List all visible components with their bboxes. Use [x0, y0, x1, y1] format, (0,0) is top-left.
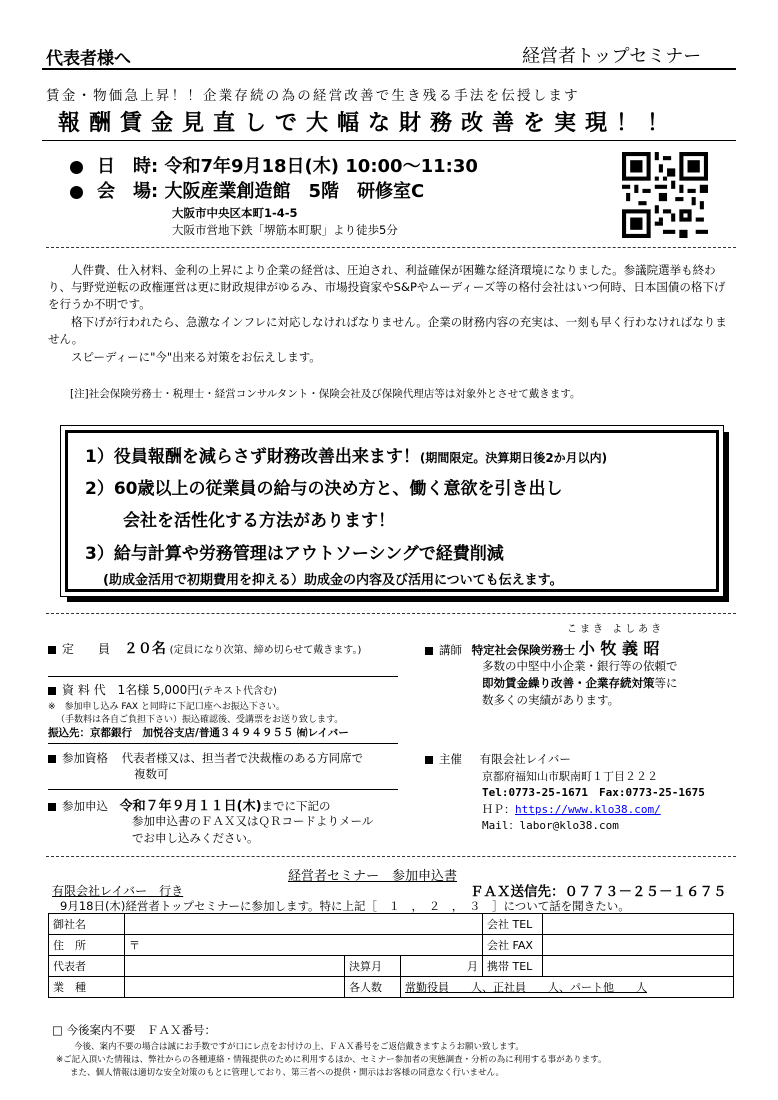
form-to: 有限会社レイバー 行き [52, 884, 184, 898]
fee-memo-1: ※ 参加申し込み FAX と同時に下記口座へお振込下さい。 [48, 702, 285, 712]
event-venue-row [70, 177, 424, 203]
bank-info: 振込先：京都銀行 加悦谷支店/普通３４９４９５５ ㈲レイバー [48, 727, 349, 739]
organizer-name: 有限会社レイバー [479, 752, 571, 766]
intro-paragraph-2: 格下げが行われたら、急激なインフレに対応しなければなりません。企業の財務内容の充実は、一刻も早く行わなければなりません。 [48, 315, 727, 346]
key-points-box [60, 425, 724, 597]
organizer-address: 京都府福知山市駅南町１丁目２２２ [482, 770, 658, 783]
point-1-sub: (期間限定。決算期日後2か月以内) [419, 451, 608, 465]
qualification-value-1: 代表者様又は、担当者で決裁権のある方同席で [121, 751, 364, 765]
section-divider [46, 247, 736, 248]
organizer-hp-row: ＨＰ：https://www.klo38.com/ [482, 803, 661, 816]
headline-rule [42, 140, 736, 141]
fee-label: 資 料 代 [62, 683, 106, 697]
capacity-row [48, 638, 388, 658]
lecturer-desc-2: 即効賃金繰り改善・企業存続対策等に [482, 676, 678, 690]
lecturer-desc-4: 数多くの実績があります。 [482, 693, 620, 707]
date-value: : 令和7年9月18日(木) 10:00～11:30 [151, 156, 478, 177]
intro-paragraph-3: スピーディーに"今"出来る対策をお伝えします。 [71, 350, 321, 364]
apply-label: 参加申込 [62, 799, 108, 813]
address-label: 住 所 [49, 935, 125, 956]
application-form-table [48, 913, 734, 998]
rep-input[interactable] [125, 956, 345, 977]
lecturer-furigana: こまき よしあき [567, 624, 665, 635]
footer-line-2: ※ご記入頂いた情報は、弊社からの各種連絡・情報提供のために利用するほか、セミナー参加者の実態調査・分析の為に利用する事があります。 [56, 1055, 607, 1065]
organizer-mail: Mail：labor@klo38.com [482, 819, 619, 832]
mobile-input[interactable] [543, 956, 734, 977]
section-divider [46, 856, 736, 857]
qr-code[interactable] [622, 152, 708, 238]
capacity-value: ２０名 [123, 641, 166, 657]
capacity-note: (定員になり次第、締め切らせて戴きます。) [169, 645, 362, 656]
company-input[interactable] [125, 914, 483, 935]
header-rule [42, 68, 736, 70]
headline-sub: 賃金・物価急上昇！！企業存続の為の経営改善で生き残る手法を伝授します [46, 88, 580, 104]
fiscal-label: 決算月 [345, 956, 401, 977]
venue-access: 大阪市営地下鉄「堺筋本町駅」より徒歩5分 [172, 223, 398, 237]
industry-label: 業 種 [49, 977, 125, 998]
point-3: 3）給与計算や労務管理はアウトソーシングで経費削減 [85, 544, 504, 564]
bullet-icon [70, 186, 83, 199]
date-label: 日 時 [97, 156, 151, 177]
optout-row[interactable]: □ 今後案内不要 ＦＡＸ番号： [52, 1023, 217, 1037]
count-label: 各人数 [345, 977, 401, 998]
apply-date: 令和７年９月１１日(木) [119, 799, 262, 814]
company-tel-input[interactable] [543, 914, 734, 935]
fee-row [48, 681, 277, 698]
apply-row [48, 795, 331, 814]
point-1 [85, 442, 607, 467]
form-title: 経営者セミナー 参加申込書 [288, 869, 458, 884]
lecturer-row [425, 636, 660, 659]
part-count[interactable]: パート他 人 [570, 981, 647, 994]
company-fax-label: 会社 FAX [483, 935, 543, 956]
point-2-line-2: 会社を活性化する方法があります！ [123, 511, 395, 531]
lecturer-name: 小 牧 義 昭 [578, 639, 660, 658]
organizer-row [425, 751, 571, 767]
regular-count[interactable]: 正社員 人、 [493, 981, 570, 994]
bullet-icon [70, 161, 83, 174]
recipient-label: 代表者様へ [46, 49, 131, 69]
company-fax-input[interactable] [543, 935, 734, 956]
industry-input[interactable] [125, 977, 345, 998]
lecturer-label: 講師 [439, 643, 462, 657]
lecturer-specialty: 即効賃金繰り改善・企業存続対策 [482, 676, 655, 690]
apply-value-2: 参加申込書のＦＡＸ又はＱＲコードよりメール [132, 814, 374, 828]
officers-count[interactable]: 常勤役員 人、 [405, 981, 493, 994]
point-3-sub: (助成金活用で初期費用を抑える）助成金の内容及び活用についても伝えます。 [103, 573, 563, 588]
company-label: 御社名 [49, 914, 125, 935]
fee-note: (テキスト代含む) [199, 686, 277, 697]
point-1-main: 1）役員報酬を減らさず財務改善出来ます！ [85, 447, 420, 467]
form-fax: ＦＡＸ送信先：０７７３－２５－１６７５ [470, 884, 727, 900]
apply-value-1: までに下記の [261, 799, 331, 813]
homepage-link[interactable]: https://www.klo38.com/ [515, 803, 661, 816]
address-input[interactable]: 〒 [125, 935, 483, 956]
qualification-value-2: 複数可 [134, 767, 169, 781]
intro-note: [注]社会保険労務士・税理士・経営コンサルタント・保険会社及び保険代理店等は対象外とさせて戴きます。 [70, 388, 581, 400]
capacity-label: 定 員 [62, 642, 111, 656]
apply-value-3: でお申し込みください。 [132, 831, 259, 845]
count-input[interactable] [401, 977, 734, 998]
venue-label: 会 場 [97, 181, 151, 202]
fee-value: 1名様 5,000円 [117, 683, 200, 697]
organizer-label: 主催 [439, 752, 462, 766]
venue-value: : 大阪産業創造館 5階 研修室C [151, 181, 425, 202]
intro-paragraph-1: 人件費、仕入材料、金利の上昇により企業の経営は、圧迫され、利益確保が困難な経済環境になりました。参議院選挙も終わり、与野党逆転の政権運営は更に財政規律がゆるみ、市場投資家やS&Pやムーディーズ等の格付会社はいつ何時、日本国債の格下げを行うか不明です。 [48, 263, 726, 311]
qualification-label: 参加資格 [62, 751, 108, 765]
rep-label: 代表者 [49, 956, 125, 977]
fee-memo-2: （手数料は各自ご負担下さい）振込確認後、受講票をお送り致します。 [56, 715, 344, 725]
organizer-tel-fax: Tel:0773-25-1671 Fax:0773-25-1675 [482, 786, 705, 799]
fiscal-input[interactable]: 月 [401, 956, 483, 977]
venue-address: 大阪市中央区本町1-4-5 [172, 206, 298, 220]
footer-line-3: また、個人情報は適切な安全対策のもとに管理しており、第三者への提供・開示はお客様の同意なく行いません。 [70, 1068, 505, 1078]
company-tel-label: 会社 TEL [483, 914, 543, 935]
headline-main: 報酬賃金見直しで大幅な財務改善を実現！！ [58, 110, 679, 136]
event-date-row [70, 152, 478, 178]
point-2-line-1: 2）60歳以上の従業員の給与の決め方と、働く意欲を引き出し [85, 479, 563, 499]
seminar-type-label: 経営者トップセミナー [522, 46, 702, 67]
lecturer-title: 特定社会保険労務士 [471, 643, 576, 657]
form-intro: 9月18日(木)経営者トップセミナーに参加します。特に上記［ １ ， ２ ， ３ ］について話を聞きたい。 [60, 899, 630, 913]
section-divider [46, 613, 736, 614]
mobile-label: 携帯 TEL [483, 956, 543, 977]
footer-line-1: 今後、案内不要の場合は誠にお手数ですが口にレ点をお付けの上、ＦＡＸ番号をご返信戴きますようお願い致します。 [74, 1042, 524, 1052]
qualification-row [48, 750, 363, 766]
lecturer-desc-1: 多数の中堅中小企業・銀行等の依頼で [482, 659, 678, 673]
